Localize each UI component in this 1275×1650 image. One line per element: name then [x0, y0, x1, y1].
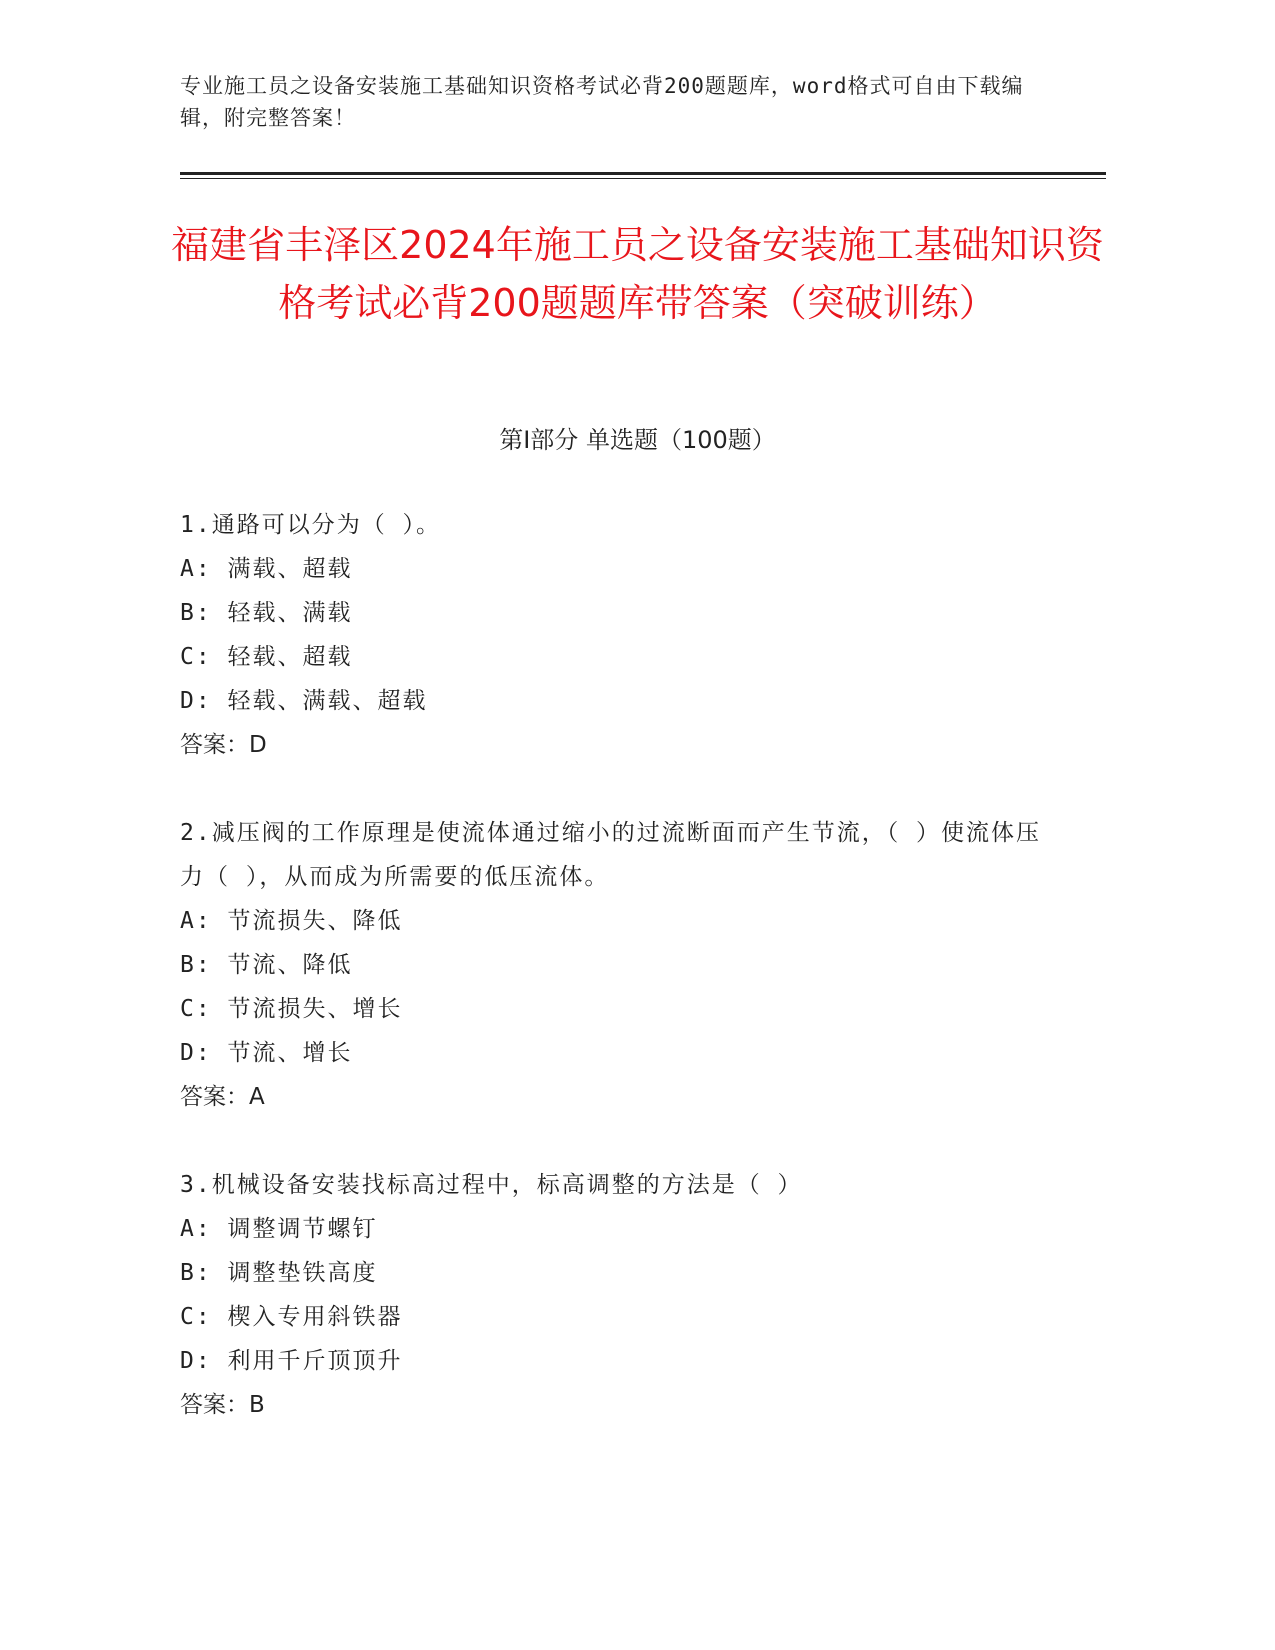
- question-stem: 2.减压阀的工作原理是使流体通过缩小的过流断面而产生节流，（ ）使流体压力（ ），从而成为所需要的低压流体。: [180, 820, 1042, 890]
- question-item: [180, 1163, 1060, 1427]
- answer: 答案：D: [180, 732, 267, 758]
- option-b: B: 调整垫铁高度: [180, 1260, 378, 1286]
- option-b: B: 节流、降低: [180, 952, 353, 978]
- document-title: 福建省丰泽区2024年施工员之设备安装施工基础知识资格考试必背200题题库带答案（突破训练）: [171, 223, 1104, 325]
- question-item: [180, 811, 1060, 1119]
- header-note: 专业施工员之设备安装施工基础知识资格考试必背200题题库，word格式可自由下载编辑，附完整答案！: [180, 74, 1024, 130]
- answer: 答案：B: [180, 1392, 265, 1418]
- option-d: D: 利用千斤顶顶升: [180, 1348, 403, 1374]
- option-a: A: 调整调节螺钉: [180, 1216, 378, 1242]
- option-c: C: 节流损失、增长: [180, 996, 403, 1022]
- answer: 答案：A: [180, 1084, 265, 1110]
- question-item: [180, 503, 1060, 767]
- option-d: D: 节流、增长: [180, 1040, 353, 1066]
- section-title: 第Ⅰ部分 单选题（100题）: [499, 426, 776, 454]
- option-c: C: 轻载、超载: [180, 644, 353, 670]
- header-divider-thick: [180, 172, 1106, 175]
- question-stem: 1.通路可以分为（ ）。: [180, 512, 442, 538]
- option-d: D: 轻载、满载、超载: [180, 688, 428, 714]
- option-c: C: 楔入专用斜铁器: [180, 1304, 403, 1330]
- option-a: A: 满载、超载: [180, 556, 353, 582]
- question-stem: 3.机械设备安装找标高过程中，标高调整的方法是（ ）: [180, 1172, 803, 1198]
- header-divider-thin: [180, 178, 1106, 179]
- option-b: B: 轻载、满载: [180, 600, 353, 626]
- option-a: A: 节流损失、降低: [180, 908, 403, 934]
- question-list: [180, 503, 1060, 1471]
